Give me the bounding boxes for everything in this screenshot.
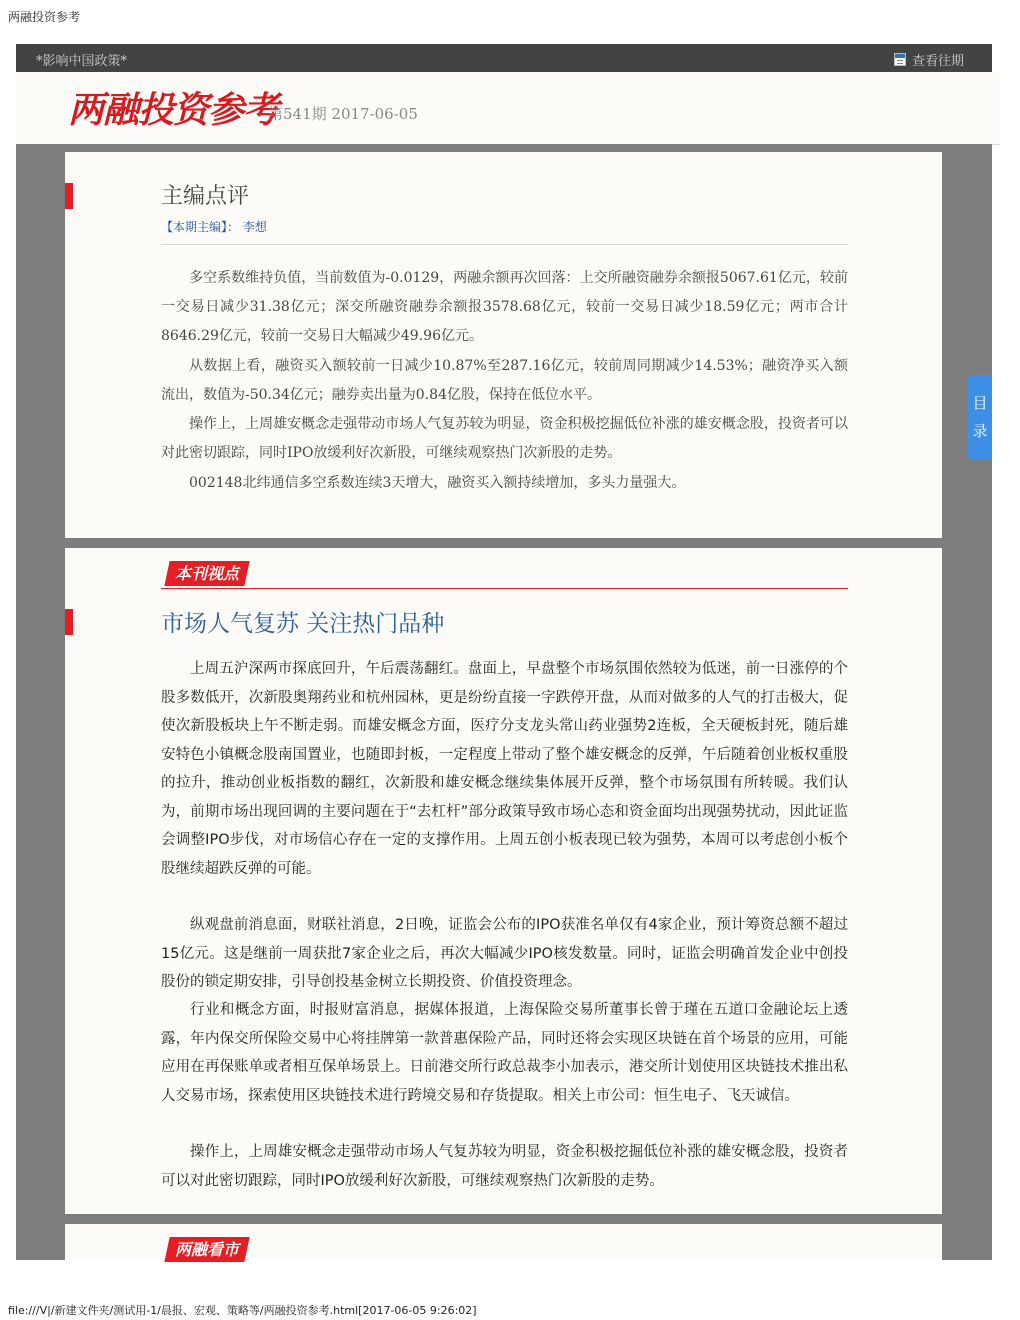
logo: 两融投资参考 bbox=[68, 90, 279, 131]
calendar-icon bbox=[894, 53, 906, 66]
editor-label: 【本期主编】： bbox=[161, 220, 240, 234]
toc-char: 录 bbox=[972, 422, 988, 440]
toc-char: 目 bbox=[972, 394, 988, 412]
history-label: 查看往期 bbox=[911, 54, 964, 69]
divider bbox=[161, 244, 848, 245]
masthead bbox=[16, 72, 1000, 145]
review-paragraph: 002148北纬通信多空系数连续3天增大，融资买入额持续增加，多头力量强大。 bbox=[189, 475, 686, 491]
section-title: 主编点评 bbox=[161, 184, 250, 209]
section-marker bbox=[65, 609, 73, 635]
red-rule bbox=[161, 588, 848, 589]
article-paragraph: 行业和概念方面，时报财富消息，据媒体报道，上海保险交易所董事长曾于瑾在五道口金融论坛上透露，年内保交所保险交易中心将挂牌第一款普惠保险产品，同时还将会实现区块链在首个场景的应用，可能应用在再保账单或者相互保单场景上。日前港交所行政总裁李小加表示，港交所计划使用区块链技术推出私人交易市场，探索使用区块链技术进行跨境交易和存货提取。相关上市公司：恒生电子、飞天诚信。 bbox=[161, 1002, 848, 1104]
issue-info: 第541期 2017-06-05 bbox=[268, 105, 418, 123]
print-footer: file:///V|/新建文件夹/测试用-1/晨报、宏观、策略等/两融投资参考.html[2017-06-05 9:26:02] bbox=[8, 1304, 477, 1317]
section-marker bbox=[65, 183, 73, 209]
market-badge: 两融看市 bbox=[164, 1237, 249, 1262]
review-paragraph: 从数据上看，融资买入额较前一日减少10.87%至287.16亿元，较前周同期减少14.53%；融资净买入额流出，数值为-50.34亿元；融券卖出量为0.84亿股，保持在低位水平。 bbox=[161, 358, 848, 403]
editor-name[interactable]: 李想 bbox=[242, 220, 267, 234]
viewpoint-badge: 本刊视点 bbox=[164, 561, 249, 586]
article-paragraph: 操作上，上周雄安概念走强带动市场人气复苏较为明显，资金积极挖掘低位补涨的雄安概念股，投资者可以对此密切跟踪，同时IPO放缓利好次新股，可继续观察热门次新股的走势。 bbox=[161, 1144, 848, 1189]
history-link[interactable] bbox=[894, 50, 964, 69]
review-paragraph: 操作上，上周雄安概念走强带动市场人气复苏较为明显，资金积极挖掘低位补涨的雄安概念股，投资者可以对此密切跟踪，同时IPO放缓利好次新股，可继续观察热门次新股的走势。 bbox=[161, 416, 848, 461]
slogan: *影响中国政策* bbox=[36, 54, 128, 69]
top-bar bbox=[16, 44, 992, 72]
editor-line bbox=[161, 218, 267, 235]
toc-tab[interactable] bbox=[968, 375, 992, 459]
article-title: 市场人气复苏 关注热门品种 bbox=[161, 611, 445, 637]
print-header-title: 两融投资参考 bbox=[8, 10, 81, 24]
review-paragraph: 多空系数维持负值，当前数值为-0.0129，两融余额再次回落：上交所融资融券余额报5067.61亿元，较前一交易日减少31.38亿元；深交所融资融券余额报3578.68亿元，较前一交易日减少18.59亿元；两市合计8646.29亿元，较前一交易日大幅减少49.96亿元。 bbox=[161, 270, 848, 344]
article-paragraph: 纵观盘前消息面，财联社消息，2日晚，证监会公布的IPO获准名单仅有4家企业，预计筹资总额不超过15亿元。这是继前一周获批7家企业之后，再次大幅减少IPO核发数量。同时，证监会明确首发企业中创投股份的锁定期安排，引导创投基金树立长期投资、价值投资理念。 bbox=[161, 917, 848, 990]
article-paragraph: 上周五沪深两市探底回升，午后震荡翻红。盘面上，早盘整个市场氛围依然较为低迷，前一日涨停的个股多数低开，次新股奥翔药业和杭州园林，更是纷纷直接一字跌停开盘，从而对做多的人气的打击极大，促使次新股板块上午不断走弱。而雄安概念方面，医疗分支龙头常山药业强势2连板，全天硬板封死，随后雄安特色小镇概念股南国置业，也随即封板，一定程度上带动了整个雄安概念的反弹，午后随着创业板权重股的拉升，推动创业板指数的翻红，次新股和雄安概念继续集体展开反弹，整个市场氛围有所转暖。我们认为，前期市场出现回调的主要问题在于“去杠杆”部分政策导致市场心态和资金面均出现强势扰动，因此证监会调整IPO步伐，对市场信心存在一定的支撑作用。上周五创小板表现已较为强势，本周可以考虑创小板个股继续超跌反弹的可能。 bbox=[161, 661, 848, 877]
